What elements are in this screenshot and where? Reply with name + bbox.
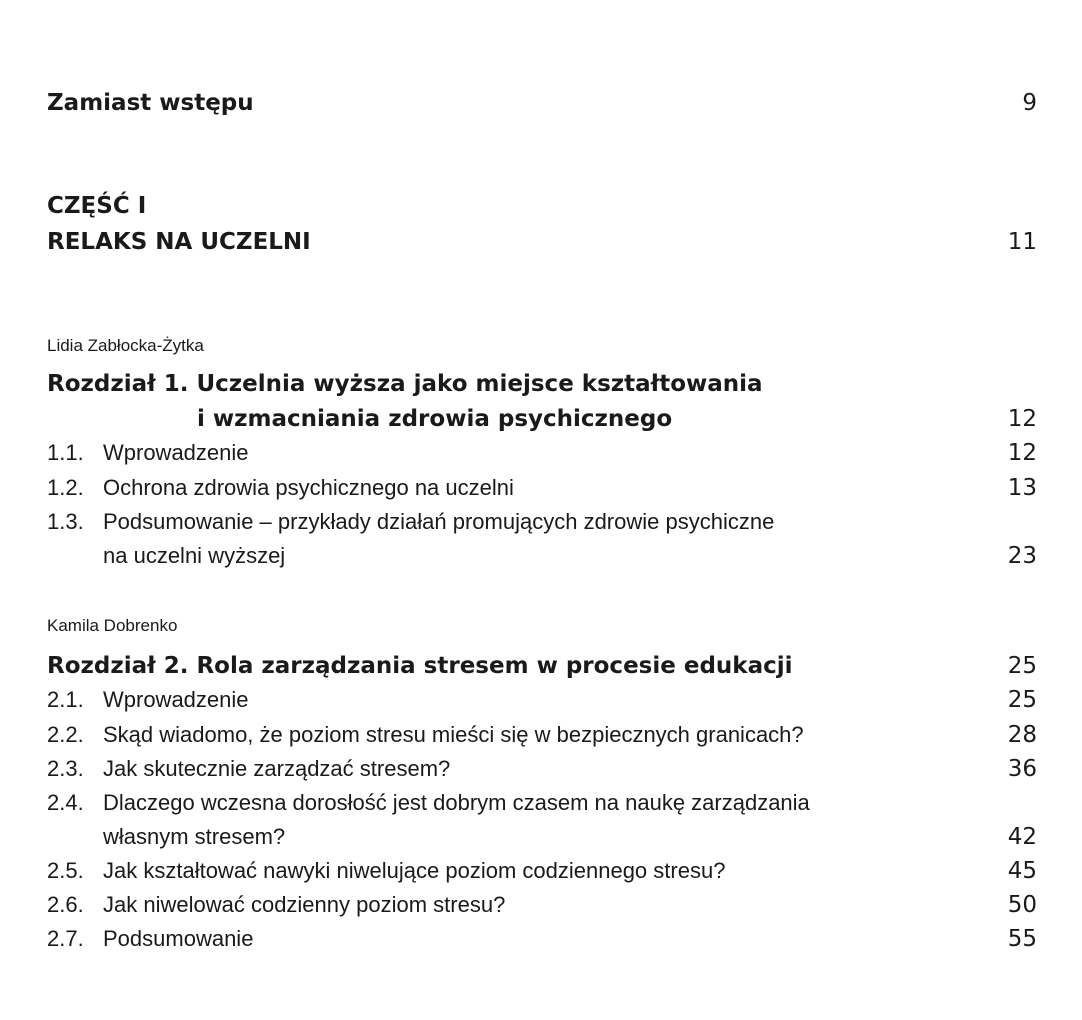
toc-entry-part xyxy=(47,229,1037,255)
intro-title: Zamiast wstępu xyxy=(47,90,254,116)
toc-entry-section-line1 xyxy=(47,790,1037,816)
toc-entry-section xyxy=(47,926,1037,952)
part-label: CZĘŚĆ I xyxy=(47,193,147,219)
toc-entry-section xyxy=(47,475,1037,501)
part-page: 11 xyxy=(1007,229,1037,255)
section-number: 2.1. xyxy=(47,687,84,712)
section-number: 2.4. xyxy=(47,790,84,815)
toc-entry-chapter xyxy=(47,406,1037,432)
section-title: Podsumowanie – przykłady działań promujących zdrowie psychiczne xyxy=(103,509,775,534)
section-title: Jak kształtować nawyki niwelujące poziom codziennego stresu? xyxy=(103,858,726,883)
toc-entry-section xyxy=(47,687,1037,713)
chapter-page: 25 xyxy=(1007,653,1037,679)
section-page: 13 xyxy=(1007,475,1037,501)
section-page: 23 xyxy=(1007,543,1037,569)
section-number: 1.2. xyxy=(47,475,84,500)
section-page: 42 xyxy=(1007,824,1037,850)
section-title: Jak skutecznie zarządzać stresem? xyxy=(103,756,451,781)
toc-entry-section-line2 xyxy=(47,543,1037,569)
section-page: 55 xyxy=(1007,926,1037,952)
section-page: 12 xyxy=(1007,440,1037,466)
section-page: 45 xyxy=(1007,858,1037,884)
toc-entry-section xyxy=(47,756,1037,782)
section-page: 25 xyxy=(1007,687,1037,713)
section-title: Podsumowanie xyxy=(103,926,254,951)
section-page: 50 xyxy=(1007,892,1037,918)
section-number: 2.2. xyxy=(47,722,84,747)
chapter-title-line1: Rozdział 2. Rola zarządzania stresem w procesie edukacji xyxy=(47,653,793,679)
chapter-title-line2: i wzmacniania zdrowia psychicznego xyxy=(197,406,673,432)
section-number: 2.3. xyxy=(47,756,84,781)
chapter-author: Kamila Dobrenko xyxy=(47,616,178,635)
section-number: 2.6. xyxy=(47,892,84,917)
section-title-continued: na uczelni wyższej xyxy=(103,543,286,568)
toc-entry-section xyxy=(47,722,1037,748)
toc-entry-section xyxy=(47,440,1037,466)
toc-entry-section xyxy=(47,858,1037,884)
toc-entry-section-line2 xyxy=(47,824,1037,850)
section-number: 2.7. xyxy=(47,926,84,951)
section-number: 2.5. xyxy=(47,858,84,883)
chapter-author: Lidia Zabłocka-Żytka xyxy=(47,336,204,355)
part-title: RELAKS NA UCZELNI xyxy=(47,229,311,255)
chapter-page: 12 xyxy=(1007,406,1037,432)
section-number: 1.1. xyxy=(47,440,84,465)
section-title: Wprowadzenie xyxy=(103,440,249,465)
toc-entry-section xyxy=(47,892,1037,918)
section-title: Jak niwelować codzienny poziom stresu? xyxy=(103,892,506,917)
section-title: Dlaczego wczesna dorosłość jest dobrym czasem na naukę zarządzania xyxy=(103,790,810,815)
section-page: 28 xyxy=(1007,722,1037,748)
chapter-title-line1: Rozdział 1. Uczelnia wyższa jako miejsce kształtowania xyxy=(47,371,763,397)
section-title-continued: własnym stresem? xyxy=(103,824,286,849)
section-number: 1.3. xyxy=(47,509,84,534)
toc-entry-intro xyxy=(47,90,1037,116)
section-page: 36 xyxy=(1007,756,1037,782)
section-title: Ochrona zdrowia psychicznego na uczelni xyxy=(103,475,514,500)
section-title: Skąd wiadomo, że poziom stresu mieści się w bezpiecznych granicach? xyxy=(103,722,804,747)
toc-entry-section-line1 xyxy=(47,509,1037,535)
intro-page: 9 xyxy=(1022,90,1037,116)
toc-entry-chapter xyxy=(47,653,1037,679)
section-title: Wprowadzenie xyxy=(103,687,249,712)
